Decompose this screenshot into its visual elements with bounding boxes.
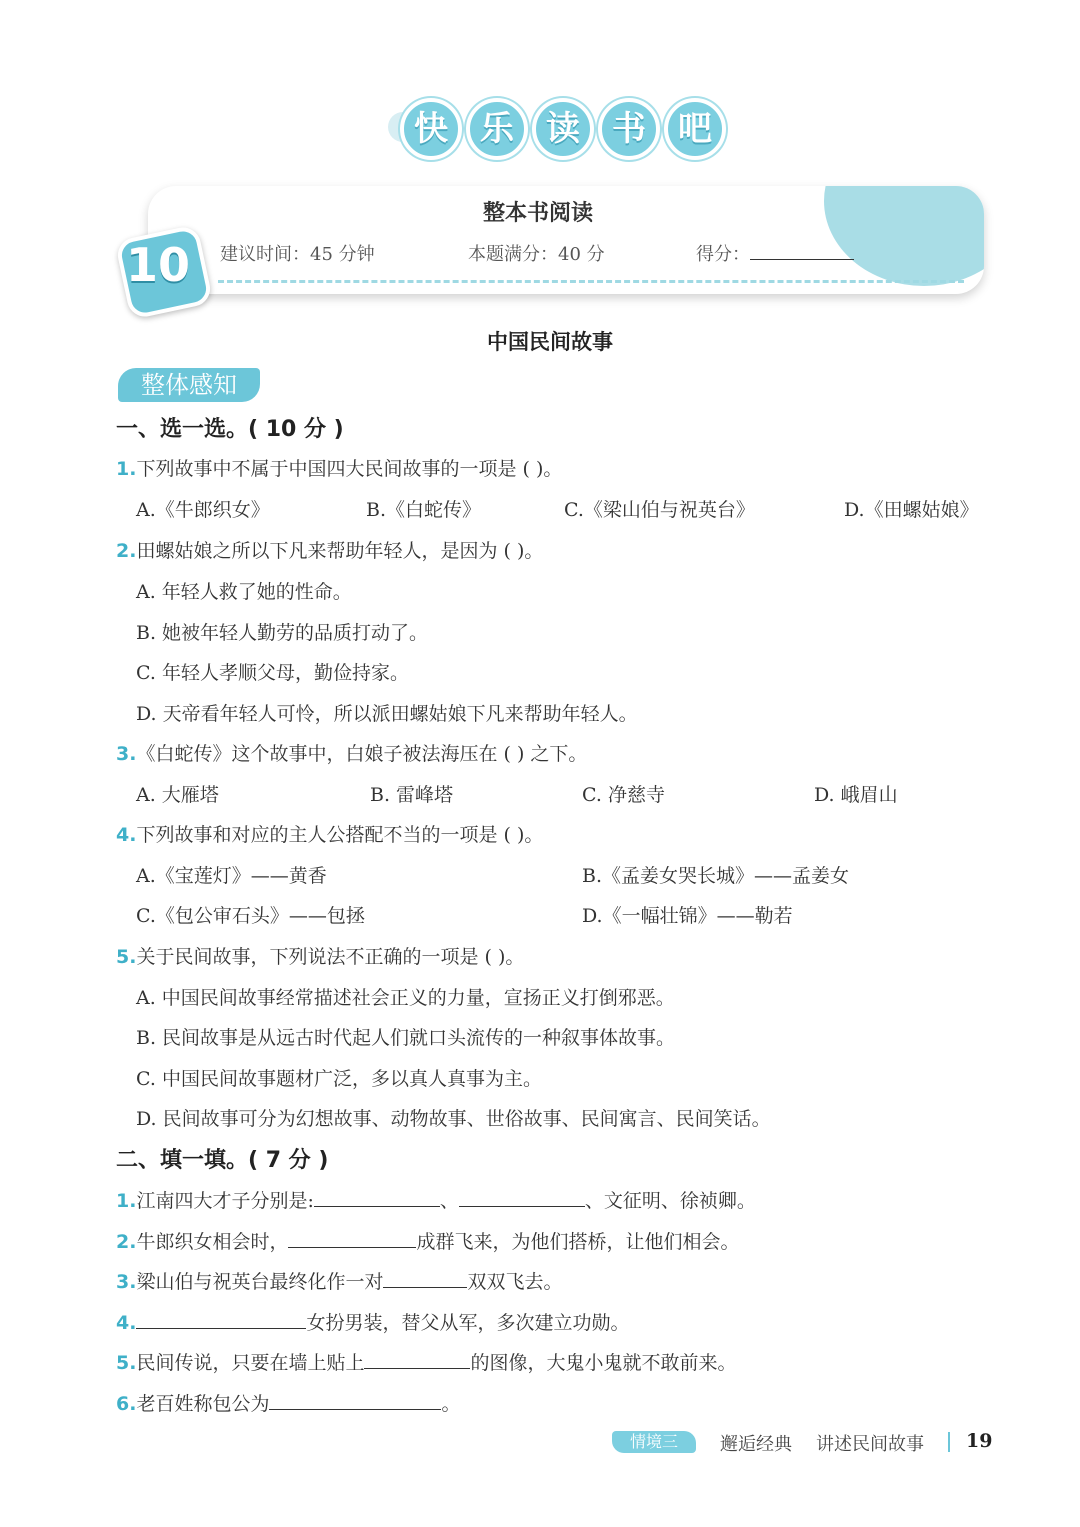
part1-heading: 一、选一选。( 10 分 ) — [116, 417, 344, 442]
question-2 — [116, 536, 543, 563]
banner-char: 快 — [400, 98, 462, 160]
question-number: 2. — [116, 540, 137, 562]
option[interactable]: D. 峨眉山 — [814, 784, 898, 806]
question-text: 老百姓称包公为 — [136, 1393, 270, 1415]
answer-blank[interactable] — [136, 1310, 306, 1329]
answer-blank[interactable] — [383, 1269, 467, 1288]
score-label-text: 得分： — [696, 244, 750, 265]
question-text: 女扮男装，替父从军，多次建立功勋。 — [306, 1312, 630, 1334]
answer-blank[interactable] — [269, 1391, 441, 1410]
divider — [218, 280, 964, 283]
option[interactable]: B.《孟姜女哭长城》——孟姜女 — [582, 865, 850, 887]
page-subtitle: 中国民间故事 — [487, 330, 613, 354]
full-score: 本题满分：40 分 — [468, 244, 605, 265]
option[interactable]: B. 民间故事是从远古时代起人们就口头流传的一种叙事体故事。 — [136, 1027, 676, 1049]
question-4 — [116, 820, 543, 847]
section-tag: 整体感知 — [118, 368, 260, 402]
option[interactable]: B. 她被年轻人勤劳的品质打动了。 — [136, 622, 429, 644]
question-number: 1. — [116, 458, 137, 480]
fill-question-4 — [116, 1308, 629, 1335]
page-number: 19 — [966, 1430, 993, 1452]
question-text: 、文征明、徐祯卿。 — [584, 1190, 756, 1212]
suggested-time: 建议时间：45 分钟 — [220, 244, 375, 265]
unit-badge — [112, 226, 204, 310]
question-text: 关于民间故事，下列说法不正确的一项是 ( )。 — [136, 946, 525, 968]
answer-blank[interactable] — [364, 1350, 470, 1369]
option[interactable]: B. 雷峰塔 — [370, 784, 454, 806]
option[interactable]: A. 大雁塔 — [136, 784, 219, 806]
answer-blank[interactable] — [459, 1188, 585, 1207]
option[interactable]: C. 净慈寺 — [582, 784, 665, 806]
question-text: 成群飞来，为他们搭桥，让他们相会。 — [416, 1231, 740, 1253]
option[interactable]: D. 民间故事可分为幻想故事、动物故事、世俗故事、民间寓言、民间笑话。 — [136, 1108, 771, 1130]
question-text: 下列故事和对应的主人公搭配不当的一项是 ( )。 — [136, 824, 544, 846]
question-text: 民间传说，只要在墙上贴上 — [136, 1352, 365, 1374]
question-number: 3. — [116, 1271, 137, 1293]
question-text: 。 — [441, 1393, 461, 1415]
question-number: 4. — [116, 1312, 137, 1334]
banner-char: 乐 — [466, 98, 528, 160]
banner-char: 吧 — [664, 98, 726, 160]
question-5 — [116, 942, 524, 969]
option[interactable]: D. 天帝看年轻人可怜，所以派田螺姑娘下凡来帮助年轻人。 — [136, 703, 638, 725]
question-text: 双双飞去。 — [467, 1271, 563, 1293]
header-card — [148, 186, 984, 294]
score-label — [696, 240, 854, 266]
question-text: 梁山伯与祝英台最终化作一对 — [136, 1271, 384, 1293]
option[interactable]: A.《牛郎织女》 — [136, 499, 270, 521]
question-number: 5. — [116, 1352, 137, 1374]
question-number: 3. — [116, 743, 137, 765]
fill-question-3 — [116, 1267, 562, 1294]
question-text: 田螺姑娘之所以下凡来帮助年轻人，是因为 ( )。 — [136, 540, 544, 562]
option[interactable]: D.《田螺姑娘》 — [844, 499, 979, 521]
question-text: 《白蛇传》这个故事中，白娘子被法海压在 ( ) 之下。 — [136, 743, 588, 765]
footer-text: 讲述民间故事 — [816, 1434, 924, 1455]
answer-blank[interactable] — [288, 1229, 416, 1248]
banner-char: 书 — [598, 98, 660, 160]
question-number: 4. — [116, 824, 137, 846]
question-number: 6. — [116, 1393, 137, 1415]
option[interactable]: D.《一幅壮锦》——勒若 — [582, 905, 793, 927]
footer-text: 邂逅经典 — [720, 1434, 792, 1455]
question-text: 的图像，大鬼小鬼就不敢前来。 — [470, 1352, 737, 1374]
question-3 — [116, 739, 587, 766]
option[interactable]: A.《宝莲灯》——黄香 — [136, 865, 327, 887]
option[interactable]: C.《包公审石头》——包拯 — [136, 905, 365, 927]
question-number: 1. — [116, 1190, 137, 1212]
fill-question-2 — [116, 1227, 739, 1254]
option[interactable]: A. 年轻人救了她的性命。 — [136, 581, 352, 603]
question-number: 2. — [116, 1231, 137, 1253]
footer-divider — [948, 1432, 950, 1452]
footer-context-tag: 情境三 — [612, 1431, 696, 1453]
fill-question-6 — [116, 1389, 460, 1416]
option[interactable]: C. 年轻人孝顺父母，勤俭持家。 — [136, 662, 409, 684]
question-text: 江南四大才子分别是: — [136, 1190, 314, 1212]
option[interactable]: C.《梁山伯与祝英台》 — [564, 499, 755, 521]
question-text: 、 — [439, 1190, 459, 1212]
answer-blank[interactable] — [314, 1188, 440, 1207]
score-blank[interactable] — [750, 241, 854, 260]
card-title: 整本书阅读 — [482, 201, 593, 226]
unit-number: 10 — [125, 238, 190, 292]
fill-question-5 — [116, 1348, 736, 1375]
question-number: 5. — [116, 946, 137, 968]
banner-char: 读 — [532, 98, 594, 160]
option[interactable]: C. 中国民间故事题材广泛，多以真人真事为主。 — [136, 1068, 542, 1090]
part2-heading: 二、填一填。( 7 分 ) — [116, 1148, 329, 1173]
option[interactable]: A. 中国民间故事经常描述社会正义的力量，宣扬正义打倒邪恶。 — [136, 987, 675, 1009]
fill-question-1 — [116, 1186, 756, 1213]
question-1 — [116, 454, 562, 481]
title-banner — [388, 92, 712, 172]
question-text: 牛郎织女相会时， — [136, 1231, 289, 1253]
option[interactable]: B.《白蛇传》 — [366, 499, 482, 521]
question-text: 下列故事中不属于中国四大民间故事的一项是 ( )。 — [136, 458, 563, 480]
